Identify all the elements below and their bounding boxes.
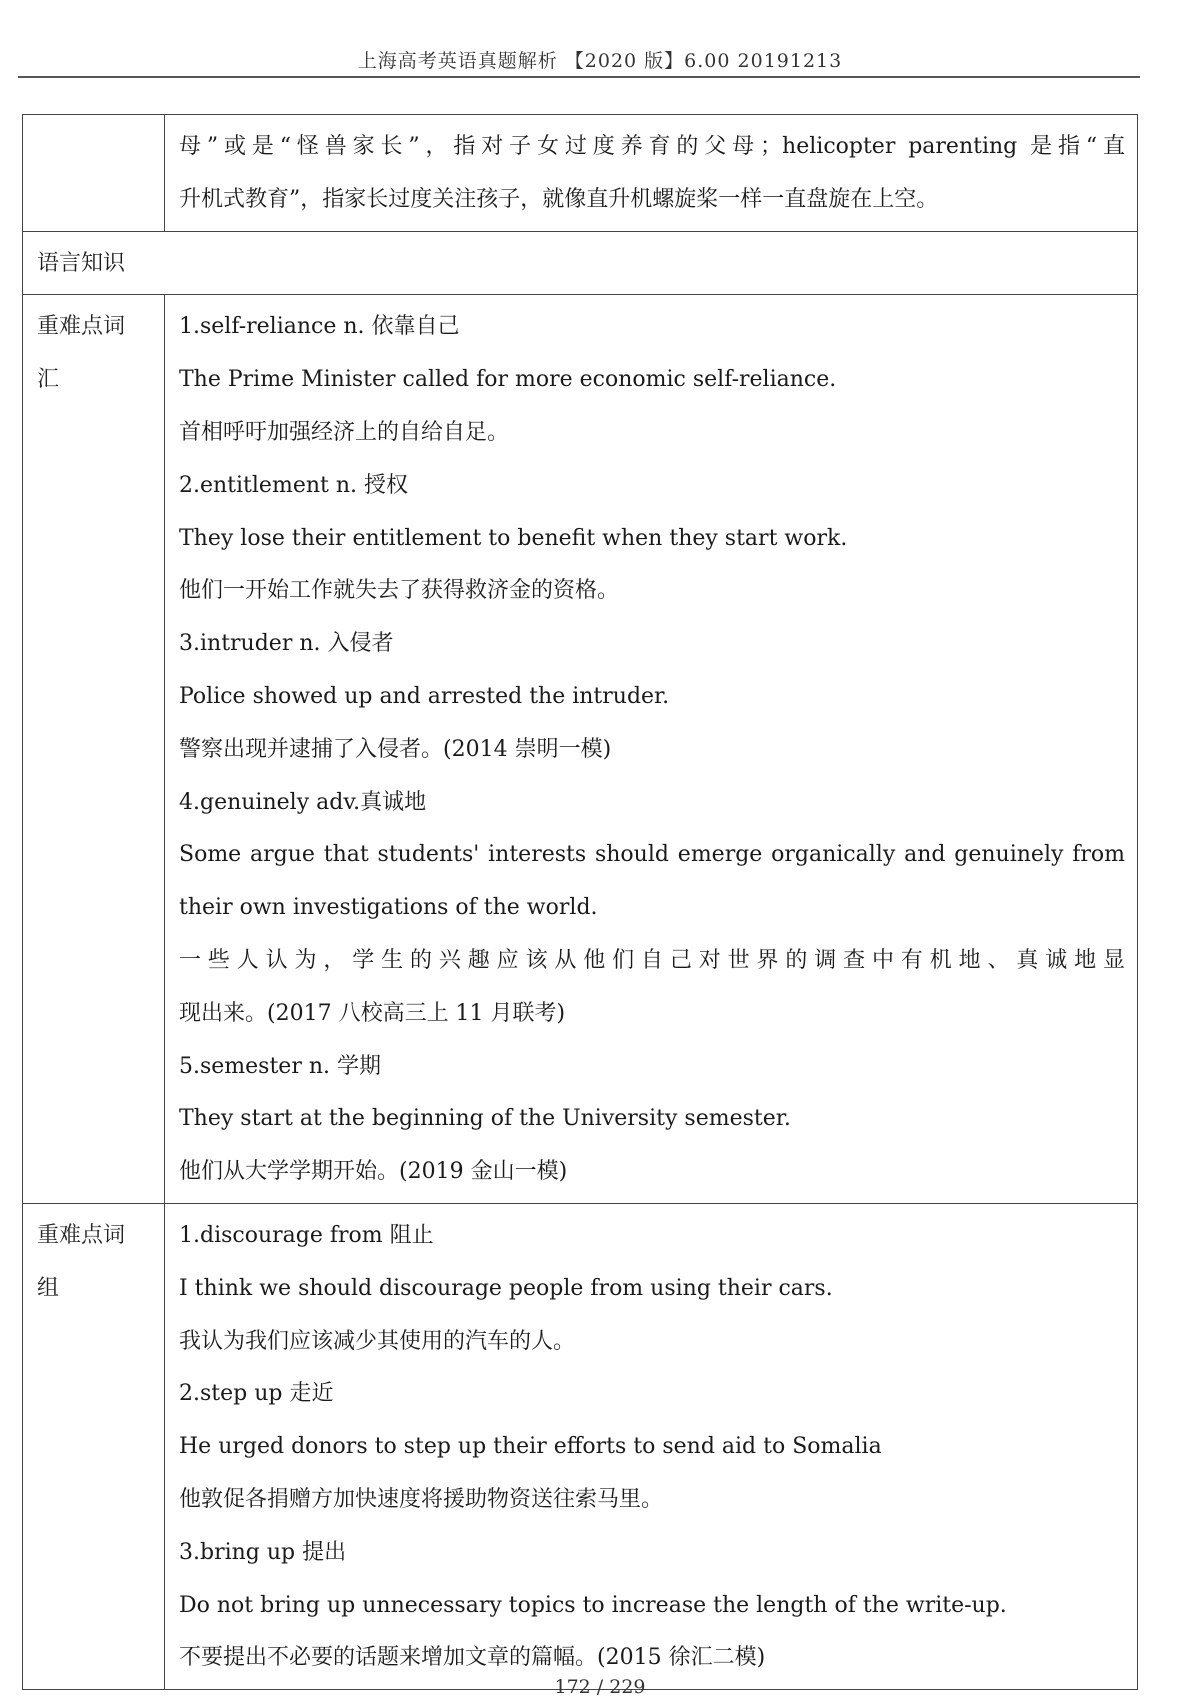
phrase-line: He urged donors to step up their efforts to send aid to Somalia — [179, 1434, 882, 1460]
vocab-line: 1.self-reliance n. 依靠自己 — [179, 314, 460, 340]
vocab-content-cell — [165, 295, 1138, 1204]
content-table — [22, 114, 1138, 1690]
phrase-line: 2.step up 走近 — [179, 1381, 334, 1407]
vocab-label: 重难点词 — [37, 314, 126, 340]
vocab-row — [23, 295, 1138, 1204]
phrase-row — [23, 1203, 1138, 1689]
header-divider — [18, 76, 1140, 78]
vocab-line: The Prime Minister called for more economic self-reliance. — [179, 367, 837, 393]
section-title: 语言知识 — [37, 250, 126, 276]
phrase-line: 不要提出不必要的话题来增加文章的篇幅。(2015 徐汇二模) — [179, 1645, 766, 1671]
phrase-label: 组 — [37, 1275, 60, 1301]
section-title-cell — [23, 231, 1138, 295]
vocab-label-cell — [23, 295, 165, 1204]
intro-content-cell — [165, 115, 1138, 232]
section-row — [23, 231, 1138, 295]
vocab-line: They lose their entitlement to benefit when they start work. — [179, 525, 848, 551]
vocab-line: 一些人认为，学生的兴趣应该从他们自己对世界的调查中有机地、真诚地显 — [179, 947, 1125, 973]
phrase-line: 1.discourage from 阻止 — [179, 1222, 434, 1248]
phrase-content-cell — [165, 1203, 1138, 1689]
phrase-line: 他敦促各捐赠方加快速度将援助物资送往索马里。 — [179, 1486, 664, 1512]
vocab-line: 5.semester n. 学期 — [179, 1053, 381, 1079]
vocab-line: 他们一开始工作就失去了获得救济金的资格。 — [179, 578, 620, 604]
vocab-line: Police showed up and arrested the intruder. — [179, 683, 670, 709]
page-number: 172 / 229 — [554, 1676, 646, 1698]
phrase-line: 我认为我们应该减少其使用的汽车的人。 — [179, 1328, 576, 1354]
phrase-line: 3.bring up 提出 — [179, 1539, 347, 1565]
phrase-label: 重难点词 — [37, 1222, 126, 1248]
intro-row — [23, 115, 1138, 232]
intro-label-cell — [23, 115, 165, 232]
phrase-line: I think we should discourage people from using their cars. — [179, 1275, 833, 1301]
vocab-line: 警察出现并逮捕了入侵者。(2014 崇明一模) — [179, 736, 612, 762]
vocab-line: their own investigations of the world. — [179, 895, 598, 921]
vocab-line: Some argue that students' interests should emerge organically and genuinely from — [179, 842, 1125, 868]
phrase-line: Do not bring up unnecessary topics to increase the length of the write-up. — [179, 1592, 1007, 1618]
vocab-line: 现出来。(2017 八校高三上 11 月联考) — [179, 1000, 566, 1026]
vocab-line: 他们从大学学期开始。(2019 金山一模) — [179, 1159, 568, 1185]
page-header: 上海高考英语真题解析 【2020 版】6.00 20191213 — [357, 50, 843, 72]
vocab-line: 首相呼吁加强经济上的自给自足。 — [179, 419, 510, 445]
vocab-line: 4.genuinely adv.真诚地 — [179, 789, 427, 815]
phrase-label-cell — [23, 1203, 165, 1689]
intro-line: 升机式教育”，指家长过度关注孩子，就像直升机螺旋桨一样一直盘旋在上空。 — [179, 186, 939, 212]
intro-line: 母”或是“怪兽家长”，指对子女过度养育的父母；helicopter parenting 是指“直 — [179, 134, 1125, 159]
vocab-label: 汇 — [37, 367, 60, 393]
vocab-line: 2.entitlement n. 授权 — [179, 472, 408, 498]
vocab-line: They start at the beginning of the University semester. — [179, 1106, 791, 1132]
vocab-line: 3.intruder n. 入侵者 — [179, 631, 394, 657]
